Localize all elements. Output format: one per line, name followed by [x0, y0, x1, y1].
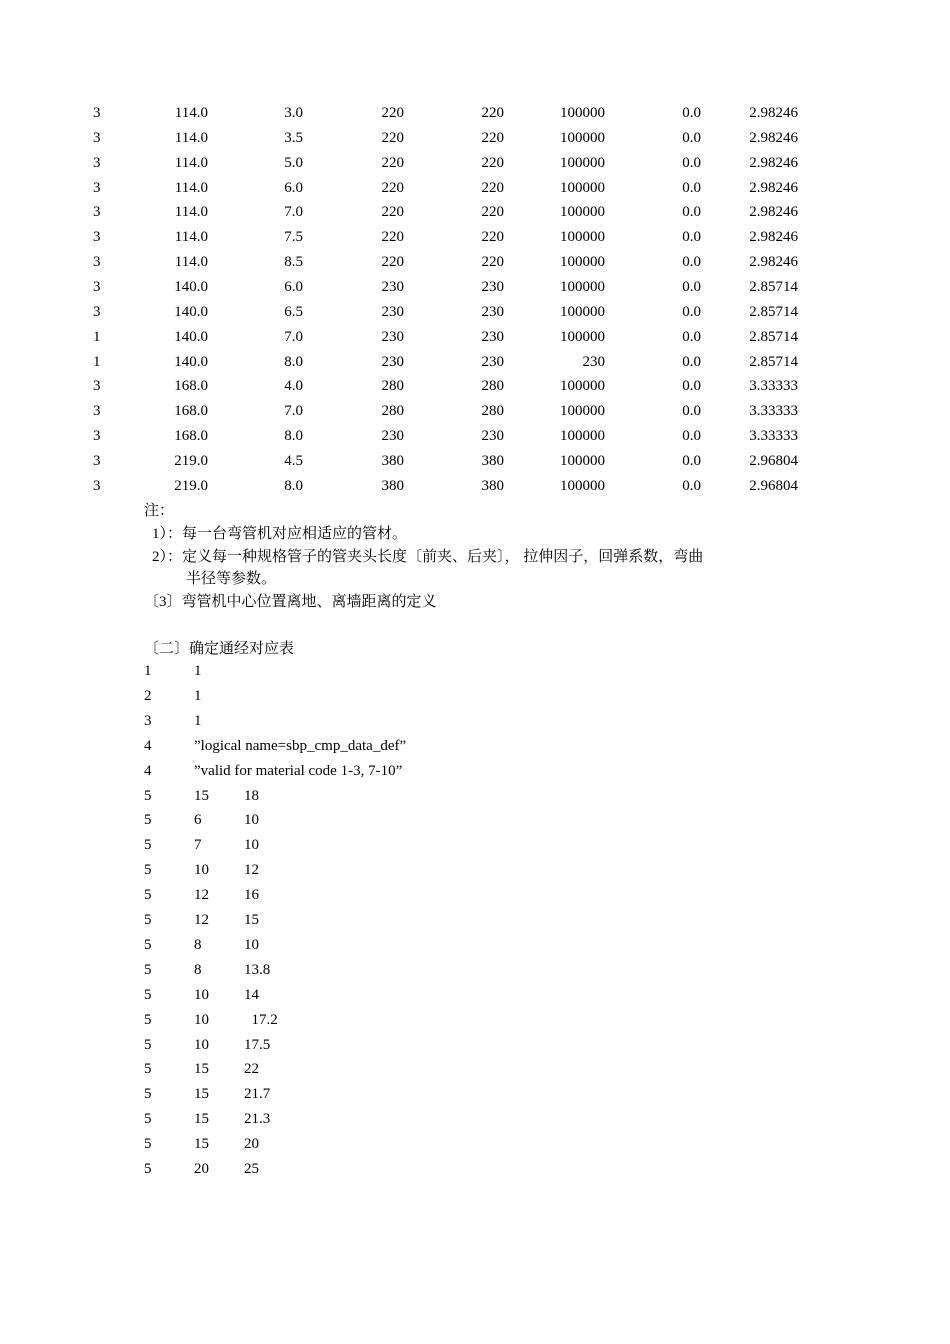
- table-cell: 2.85714: [749, 278, 798, 295]
- list-item: [0, 761, 950, 781]
- table-cell: 2: [144, 687, 152, 704]
- note-heading: 注：: [144, 503, 175, 519]
- table-cell: 0.0: [682, 129, 701, 146]
- table-cell: 2.98246: [749, 254, 798, 271]
- table-cell: 220: [481, 229, 504, 246]
- table-cell: 0.0: [682, 452, 701, 469]
- list-item: [0, 786, 950, 806]
- list-item: [0, 1109, 950, 1129]
- table-cell: 3: [93, 105, 101, 121]
- table-cell: 220: [481, 105, 504, 121]
- list-item: [0, 810, 950, 830]
- table-row: [0, 352, 950, 372]
- table-row: [0, 252, 950, 272]
- table-cell: 14: [244, 986, 259, 1003]
- table-cell: 0.0: [682, 229, 701, 246]
- table-cell: 6: [194, 812, 202, 829]
- table-cell: 230: [481, 328, 504, 345]
- note-item-1: 1）：每一台弯管机对应相适应的管材。: [152, 526, 408, 542]
- table-cell: 230: [481, 353, 504, 370]
- table-row: [0, 277, 950, 297]
- table-cell: 18: [244, 787, 259, 804]
- table-cell: 3: [93, 303, 101, 320]
- table-cell: 5: [144, 787, 152, 804]
- table-cell: 12: [194, 912, 209, 928]
- table-cell: 100000: [560, 428, 605, 445]
- table-cell: 1: [194, 712, 202, 729]
- table-cell: 7.0: [284, 328, 303, 345]
- table-cell: 220: [481, 154, 504, 171]
- table-cell: 3: [93, 129, 101, 146]
- table-row: [0, 426, 950, 446]
- table-cell: 0.0: [682, 353, 701, 370]
- table-cell: 25: [244, 1161, 259, 1177]
- table-cell: 220: [481, 204, 504, 221]
- table-cell: 0.0: [682, 105, 701, 121]
- table-cell: 17.2: [244, 1011, 278, 1028]
- table-cell: 8.0: [284, 428, 303, 445]
- table-cell: 2.85714: [749, 328, 798, 345]
- table-cell: 21.3: [244, 1111, 271, 1128]
- table-cell: 220: [481, 254, 504, 271]
- table-cell: 5.0: [284, 154, 303, 171]
- table-cell: 5: [144, 936, 152, 953]
- table-cell: 4: [144, 737, 152, 754]
- table-cell: 220: [381, 229, 404, 246]
- table-cell: 10: [194, 1011, 209, 1028]
- table-row: [0, 376, 950, 396]
- table-cell: 1: [144, 663, 152, 679]
- list-item: [0, 1035, 950, 1055]
- table-cell: 3.5: [284, 129, 303, 146]
- table-cell: 0.0: [682, 278, 701, 295]
- table-row: [0, 202, 950, 222]
- table-cell: 140.0: [174, 328, 208, 345]
- list-item: [0, 935, 950, 955]
- table-cell: 8.0: [284, 353, 303, 370]
- table-cell: 220: [381, 154, 404, 171]
- table-cell: 280: [481, 403, 504, 420]
- table-cell: 380: [381, 477, 404, 494]
- table-cell: 10: [244, 936, 259, 953]
- table-row: [0, 227, 950, 247]
- table-cell: 168.0: [174, 378, 208, 395]
- table-cell: 100000: [560, 229, 605, 246]
- table-cell: 8: [194, 961, 202, 978]
- table-cell: 2.85714: [749, 353, 798, 370]
- table-cell: 3.0: [284, 105, 303, 121]
- table-cell: 0.0: [682, 328, 701, 345]
- table-cell: 1: [93, 328, 101, 345]
- table-cell: 3: [93, 278, 101, 295]
- list-item: [0, 910, 950, 930]
- note-item-2-line-2: 半径等参数。: [186, 571, 277, 587]
- list-item: [0, 860, 950, 880]
- table-cell: 3: [93, 254, 101, 271]
- table-cell: 10: [194, 986, 209, 1003]
- table-cell: 8.0: [284, 477, 303, 494]
- table-cell: 12: [244, 862, 259, 879]
- table-row: [0, 178, 950, 198]
- table-cell: 114.0: [174, 229, 208, 246]
- table-cell: 220: [481, 129, 504, 146]
- table-cell: 3.33333: [749, 378, 798, 395]
- table-cell: ”logical name=sbp_cmp_data_def”: [194, 737, 407, 754]
- table-cell: 5: [144, 1061, 152, 1078]
- table-cell: 0.0: [682, 179, 701, 196]
- table-cell: 15: [194, 1061, 209, 1078]
- table-cell: 6.0: [284, 179, 303, 196]
- table-cell: 2.96804: [749, 477, 798, 494]
- table-cell: 5: [144, 1111, 152, 1128]
- table-cell: 5: [144, 887, 152, 904]
- table-cell: 100000: [560, 378, 605, 395]
- table-cell: 5: [144, 912, 152, 928]
- table-cell: 3: [93, 403, 101, 420]
- table-cell: 114.0: [174, 179, 208, 196]
- section-2-title: 〔二〕确定通经对应表: [144, 641, 295, 657]
- table-cell: 2.98246: [749, 154, 798, 171]
- table-cell: 6.0: [284, 278, 303, 295]
- table-cell: 8.5: [284, 254, 303, 271]
- table-row: [0, 128, 950, 148]
- table-cell: 5: [144, 1086, 152, 1103]
- table-cell: 17.5: [244, 1036, 271, 1053]
- table-cell: 3: [93, 452, 101, 469]
- table-cell: 2.96804: [749, 452, 798, 469]
- table-cell: 380: [481, 452, 504, 469]
- table-cell: 13.8: [244, 961, 271, 978]
- table-cell: 0.0: [682, 378, 701, 395]
- table-cell: 5: [144, 1011, 152, 1028]
- table-cell: 0.0: [682, 403, 701, 420]
- table-cell: 230: [481, 303, 504, 320]
- table-cell: 3: [93, 204, 101, 221]
- table-cell: 3.33333: [749, 403, 798, 420]
- table-cell: 8: [194, 936, 202, 953]
- table-cell: 15: [194, 1136, 209, 1153]
- table-cell: 114.0: [174, 254, 208, 271]
- table-cell: 2.98246: [749, 129, 798, 146]
- table-row: [0, 401, 950, 421]
- table-cell: 7: [194, 837, 202, 854]
- table-cell: 230: [481, 278, 504, 295]
- table-cell: 280: [481, 378, 504, 395]
- table-row: [0, 451, 950, 471]
- table-cell: 6.5: [284, 303, 303, 320]
- table-cell: 21.7: [244, 1086, 271, 1103]
- list-item: [0, 835, 950, 855]
- table-cell: 3: [144, 712, 152, 729]
- table-cell: 114.0: [174, 105, 208, 121]
- table-cell: 168.0: [174, 403, 208, 420]
- table-cell: 220: [381, 254, 404, 271]
- table-cell: 114.0: [174, 154, 208, 171]
- table-cell: 100000: [560, 328, 605, 345]
- table-cell: 15: [244, 912, 259, 928]
- list-item: [0, 1059, 950, 1079]
- table-row: [0, 327, 950, 347]
- table-cell: 22: [244, 1061, 259, 1078]
- table-cell: 100000: [560, 154, 605, 171]
- table-cell: 16: [244, 887, 259, 904]
- table-cell: 168.0: [174, 428, 208, 445]
- table-cell: 0.0: [682, 254, 701, 271]
- table-cell: 10: [244, 837, 259, 854]
- table-cell: 2.85714: [749, 303, 798, 320]
- table-cell: 4.0: [284, 378, 303, 395]
- table-cell: 5: [144, 1161, 152, 1177]
- table-cell: 7.0: [284, 403, 303, 420]
- table-cell: 15: [194, 787, 209, 804]
- table-cell: 230: [481, 428, 504, 445]
- table-cell: 2.98246: [749, 204, 798, 221]
- table-cell: 10: [244, 812, 259, 829]
- table-cell: 2.98246: [749, 179, 798, 196]
- table-cell: 220: [481, 179, 504, 196]
- table-cell: 0.0: [682, 303, 701, 320]
- table-cell: 5: [144, 812, 152, 829]
- note-item-2-line-1: 2）：定义每一种规格管子的管夹头长度〔前夹、后夹〕， 拉伸因子，回弹系数，弯曲: [152, 549, 704, 565]
- table-cell: 100000: [560, 452, 605, 469]
- table-cell: 230: [381, 353, 404, 370]
- table-cell: 3: [93, 179, 101, 196]
- table-cell: 20: [194, 1161, 209, 1177]
- table-row: [0, 153, 950, 173]
- list-item: [0, 686, 950, 706]
- table-cell: 20: [244, 1136, 259, 1153]
- table-cell: 230: [381, 278, 404, 295]
- table-cell: 5: [144, 986, 152, 1003]
- table-cell: 1: [194, 687, 202, 704]
- table-cell: 4.5: [284, 452, 303, 469]
- list-item: [0, 960, 950, 980]
- list-item: [0, 661, 950, 681]
- table-cell: 3: [93, 154, 101, 171]
- table-cell: 4: [144, 762, 152, 779]
- table-cell: 230: [381, 328, 404, 345]
- table-cell: 220: [381, 129, 404, 146]
- table-cell: 3: [93, 428, 101, 445]
- table-cell: 0.0: [682, 477, 701, 494]
- table-cell: 100000: [560, 129, 605, 146]
- list-item: [0, 885, 950, 905]
- table-cell: 219.0: [174, 452, 208, 469]
- table-cell: 5: [144, 837, 152, 854]
- table-cell: 220: [381, 204, 404, 221]
- table-row: [0, 103, 950, 123]
- table-cell: 7.0: [284, 204, 303, 221]
- table-cell: 5: [144, 1136, 152, 1153]
- list-item: [0, 1010, 950, 1030]
- table-cell: 380: [381, 452, 404, 469]
- table-cell: 100000: [560, 254, 605, 271]
- table-cell: 3: [93, 229, 101, 246]
- table-cell: 0.0: [682, 428, 701, 445]
- table-cell: 0.0: [682, 154, 701, 171]
- table-cell: 100000: [560, 303, 605, 320]
- table-cell: 1: [93, 353, 101, 370]
- table-cell: 0.0: [682, 204, 701, 221]
- table-cell: 140.0: [174, 278, 208, 295]
- table-cell: 100000: [560, 105, 605, 121]
- table-cell: 230: [582, 353, 605, 370]
- list-item: [0, 1159, 950, 1179]
- note-item-3: 〔3〕弯管机中心位置离地、离墙距离的定义: [144, 594, 437, 610]
- list-item: [0, 736, 950, 756]
- table-row: [0, 302, 950, 322]
- list-item: [0, 1084, 950, 1104]
- table-row: [0, 476, 950, 496]
- table-cell: 12: [194, 887, 209, 904]
- table-cell: 7.5: [284, 229, 303, 246]
- table-cell: 100000: [560, 179, 605, 196]
- list-item: [0, 1134, 950, 1154]
- table-cell: 10: [194, 862, 209, 879]
- list-item: [0, 711, 950, 731]
- table-cell: 2.98246: [749, 105, 798, 121]
- list-item: [0, 985, 950, 1005]
- table-cell: 10: [194, 1036, 209, 1053]
- table-cell: 380: [481, 477, 504, 494]
- table-cell: 3: [93, 378, 101, 395]
- table-cell: 230: [381, 428, 404, 445]
- table-cell: 219.0: [174, 477, 208, 494]
- table-cell: 15: [194, 1086, 209, 1103]
- table-cell: 3: [93, 477, 101, 494]
- table-cell: 280: [381, 378, 404, 395]
- table-cell: 100000: [560, 278, 605, 295]
- table-cell: 114.0: [174, 204, 208, 221]
- table-cell: 1: [194, 663, 202, 679]
- table-cell: 100000: [560, 403, 605, 420]
- table-cell: 230: [381, 303, 404, 320]
- table-cell: 140.0: [174, 353, 208, 370]
- table-cell: 114.0: [174, 129, 208, 146]
- table-cell: 280: [381, 403, 404, 420]
- table-cell: 5: [144, 961, 152, 978]
- table-cell: 2.98246: [749, 229, 798, 246]
- table-cell: 15: [194, 1111, 209, 1128]
- table-cell: 220: [381, 105, 404, 121]
- table-cell: 140.0: [174, 303, 208, 320]
- table-cell: 5: [144, 862, 152, 879]
- table-cell: 220: [381, 179, 404, 196]
- table-cell: 100000: [560, 477, 605, 494]
- table-cell: 5: [144, 1036, 152, 1053]
- table-cell: 3.33333: [749, 428, 798, 445]
- table-cell: ”valid for material code 1-3, 7-10”: [194, 762, 403, 779]
- table-cell: 100000: [560, 204, 605, 221]
